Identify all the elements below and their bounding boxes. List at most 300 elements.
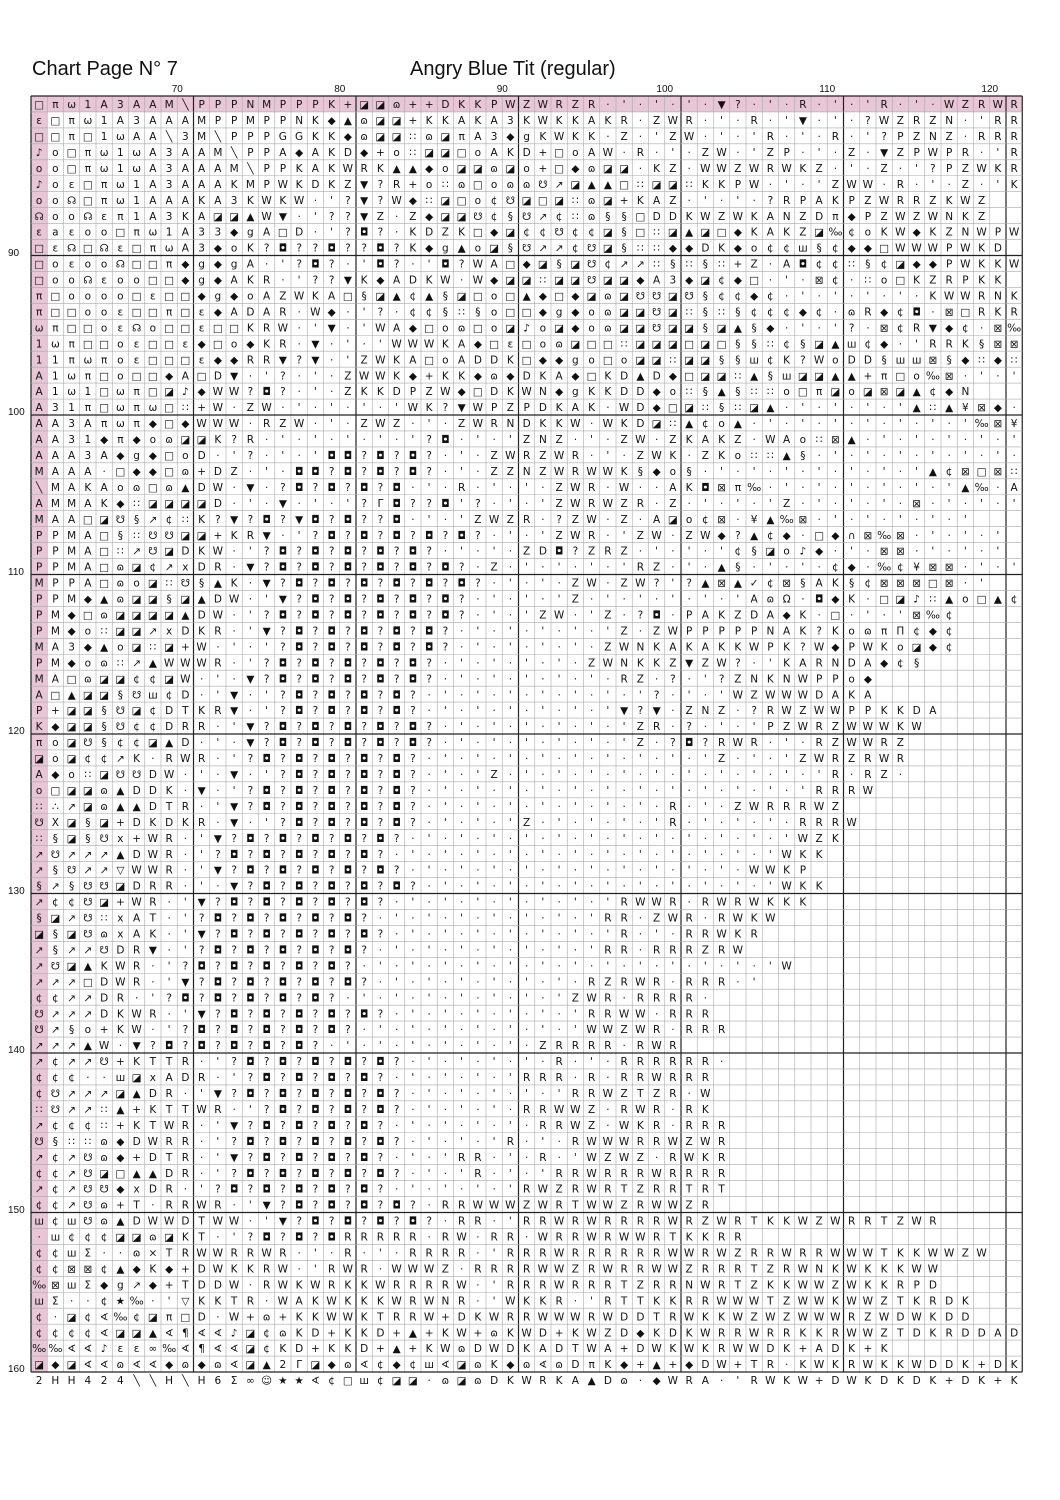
grid-symbol: · — [947, 514, 950, 526]
grid-symbol: W — [684, 131, 695, 143]
grid-symbol: · — [574, 817, 577, 829]
grid-symbol: ◘ — [392, 769, 400, 781]
grid-symbol: ɷ — [133, 1248, 141, 1260]
grid-symbol: M — [67, 498, 76, 510]
grid-symbol: Z — [686, 1136, 693, 1148]
grid-symbol: ◪ — [522, 275, 532, 287]
grid-symbol: § — [622, 243, 627, 255]
grid-symbol: ◆ — [51, 1359, 60, 1371]
grid-symbol: ∷ — [101, 1120, 108, 1132]
grid-symbol: D — [133, 1136, 141, 1148]
grid-symbol: · — [574, 721, 577, 733]
grid-symbol: ' — [509, 881, 512, 893]
grid-symbol: N — [506, 418, 514, 430]
grid-symbol: ? — [410, 753, 416, 765]
grid-symbol: ¢ — [767, 530, 774, 542]
grid-symbol: A — [783, 434, 791, 446]
grid-symbol: R — [604, 992, 611, 1004]
grid-symbol: ◪ — [603, 243, 613, 255]
grid-symbol: □ — [99, 546, 109, 558]
grid-symbol: K — [312, 131, 320, 143]
grid-symbol: W — [716, 1359, 727, 1371]
grid-symbol: W — [586, 1232, 597, 1244]
grid-symbol: W — [733, 1343, 744, 1355]
grid-symbol: ◘ — [262, 1024, 270, 1036]
grid-symbol: ω — [132, 163, 141, 175]
grid-symbol: ' — [704, 785, 707, 797]
grid-symbol: ◆ — [539, 354, 548, 366]
grid-symbol: K — [799, 610, 807, 622]
grid-symbol: ◘ — [360, 753, 368, 765]
grid-symbol: W — [440, 1343, 451, 1355]
grid-symbol: ¢ — [783, 338, 790, 350]
grid-symbol: ? — [378, 1008, 384, 1020]
grid-symbol: D — [604, 1375, 612, 1387]
grid-symbol: · — [639, 482, 642, 494]
grid-symbol: · — [736, 115, 739, 127]
grid-symbol: R — [588, 482, 595, 494]
grid-symbol: 3 — [166, 147, 173, 159]
grid-symbol: ? — [410, 498, 416, 510]
grid-symbol: · — [460, 881, 463, 893]
grid-symbol: ↗ — [555, 243, 564, 255]
grid-symbol: ★ — [116, 1295, 125, 1307]
grid-symbol: ◆ — [149, 1279, 158, 1291]
grid-symbol: ◪ — [83, 721, 93, 733]
grid-symbol: W — [570, 530, 581, 542]
grid-symbol: T — [165, 801, 173, 813]
grid-symbol: ɷ — [263, 1311, 271, 1323]
grid-symbol: R — [653, 1279, 660, 1291]
grid-symbol: W — [554, 1248, 565, 1260]
grid-symbol: ? — [313, 1024, 319, 1036]
grid-symbol: ? — [264, 737, 270, 749]
grid-symbol: K — [799, 897, 807, 909]
grid-symbol: ' — [509, 785, 512, 797]
grid-symbol: ◘ — [165, 1040, 173, 1052]
grid-symbol: ' — [899, 610, 902, 622]
grid-symbol: ¢ — [735, 291, 742, 303]
grid-symbol: · — [492, 705, 495, 717]
grid-symbol: Z — [751, 689, 758, 701]
grid-symbol: ' — [688, 99, 691, 111]
grid-symbol: · — [216, 641, 219, 653]
grid-symbol: · — [102, 1248, 105, 1260]
grid-symbol: ¢ — [540, 227, 547, 239]
grid-symbol: · — [687, 753, 690, 765]
grid-symbol: x — [117, 913, 123, 925]
grid-symbol: A — [588, 147, 596, 159]
grid-symbol: · — [476, 610, 479, 622]
grid-symbol: Z — [556, 482, 563, 494]
grid-symbol: R — [685, 1072, 692, 1084]
grid-symbol: ' — [606, 785, 609, 797]
grid-symbol: ш — [67, 1248, 77, 1260]
grid-symbol: + — [733, 259, 742, 271]
grid-symbol: Z — [344, 179, 351, 191]
grid-symbol: W — [960, 259, 971, 271]
grid-symbol: ◪ — [375, 131, 385, 143]
grid-symbol: K — [848, 594, 856, 606]
grid-symbol: ∷ — [182, 402, 189, 414]
grid-symbol: ' — [753, 769, 756, 781]
grid-symbol: P — [231, 99, 237, 111]
grid-symbol: ◆ — [376, 275, 385, 287]
grid-symbol: ⊠ — [880, 386, 889, 398]
grid-symbol: ◪ — [814, 370, 824, 382]
grid-symbol: ' — [866, 291, 869, 303]
grid-symbol: R — [718, 1136, 725, 1148]
grid-symbol: R — [360, 1232, 367, 1244]
grid-symbol: ' — [379, 960, 382, 972]
grid-symbol: ? — [670, 737, 676, 749]
grid-symbol: · — [687, 195, 690, 207]
grid-symbol: W — [765, 434, 776, 446]
grid-symbol: ' — [428, 514, 431, 526]
grid-symbol: R — [945, 1327, 952, 1339]
grid-symbol: Σ — [85, 1248, 92, 1260]
grid-symbol: K — [783, 865, 791, 877]
grid-symbol: R — [182, 1136, 189, 1148]
grid-symbol: ♪ — [800, 546, 807, 558]
grid-symbol: ? — [313, 1008, 319, 1020]
grid-symbol: W — [1009, 259, 1020, 271]
grid-symbol: W — [944, 99, 955, 111]
grid-symbol: ☋ — [34, 1024, 43, 1036]
grid-symbol: ω — [116, 131, 125, 143]
grid-symbol: ☋ — [587, 259, 596, 271]
grid-symbol: P — [263, 115, 269, 127]
grid-symbol: R — [702, 1072, 709, 1084]
grid-symbol: ' — [411, 1152, 414, 1164]
grid-symbol: ' — [363, 306, 366, 318]
grid-symbol: ◪ — [473, 163, 483, 175]
grid-symbol: ? — [296, 562, 302, 574]
grid-symbol: □ — [457, 147, 467, 159]
grid-symbol: R — [669, 817, 676, 829]
grid-symbol: Z — [621, 498, 628, 510]
grid-symbol: ◘ — [344, 657, 352, 669]
grid-symbol: R — [247, 1295, 254, 1307]
grid-symbol: Z — [442, 1263, 449, 1275]
grid-symbol: ' — [509, 625, 512, 637]
grid-symbol: ' — [330, 418, 333, 430]
grid-symbol: P — [280, 115, 286, 127]
grid-symbol: W — [716, 1216, 727, 1228]
grid-symbol: ◪ — [814, 227, 824, 239]
grid-symbol: ɷ — [117, 578, 125, 590]
grid-symbol: Z — [669, 434, 676, 446]
grid-symbol: W — [554, 1279, 565, 1291]
grid-symbol: 1 — [101, 115, 108, 127]
grid-symbol: A — [994, 1327, 1002, 1339]
grid-symbol: W — [603, 1136, 614, 1148]
grid-symbol: ⊠ — [798, 514, 807, 526]
grid-symbol: o — [881, 275, 887, 287]
grid-symbol: A — [52, 514, 60, 526]
grid-symbol: W — [749, 1327, 760, 1339]
grid-symbol: · — [395, 1248, 398, 1260]
grid-symbol: ' — [574, 705, 577, 717]
grid-symbol: ◘ — [262, 1008, 270, 1020]
grid-symbol: ▲ — [961, 482, 970, 494]
grid-symbol: R — [555, 1120, 562, 1132]
grid-symbol: R — [539, 1279, 546, 1291]
grid-symbol: ' — [476, 689, 479, 701]
grid-symbol: · — [850, 610, 853, 622]
grid-symbol: o — [865, 227, 871, 239]
grid-symbol: · — [525, 625, 528, 637]
grid-symbol: R — [344, 1248, 351, 1260]
grid-symbol: ◘ — [311, 259, 319, 271]
grid-symbol: ◘ — [279, 610, 287, 622]
grid-symbol: ◘ — [311, 721, 319, 733]
grid-symbol: W — [651, 450, 662, 462]
grid-symbol: K — [556, 1375, 564, 1387]
grid-symbol: T — [880, 1248, 888, 1260]
grid-symbol: · — [557, 625, 560, 637]
grid-symbol: ? — [345, 1072, 351, 1084]
column-label: 90 — [487, 84, 517, 95]
grid-symbol: ◆ — [344, 131, 353, 143]
grid-symbol: Z — [962, 163, 969, 175]
grid-symbol: W — [603, 1263, 614, 1275]
grid-symbol: ⊠ — [863, 530, 872, 542]
grid-symbol: K — [897, 705, 905, 717]
grid-symbol: ' — [265, 641, 268, 653]
grid-symbol: ◘ — [360, 929, 368, 941]
grid-symbol: W — [310, 1279, 321, 1291]
grid-symbol: ¢ — [36, 1072, 43, 1084]
grid-symbol: ? — [426, 721, 432, 733]
grid-symbol: □ — [197, 370, 207, 382]
grid-symbol: ? — [800, 354, 806, 366]
grid-symbol: · — [265, 450, 268, 462]
grid-symbol: ɷ — [182, 466, 190, 478]
grid-symbol: ' — [525, 737, 528, 749]
grid-symbol: ◪ — [603, 195, 613, 207]
grid-symbol: Z — [734, 163, 741, 175]
grid-symbol: · — [655, 434, 658, 446]
grid-symbol: ' — [671, 147, 674, 159]
grid-symbol: ' — [314, 498, 317, 510]
grid-symbol: R — [198, 753, 205, 765]
grid-symbol: R — [880, 99, 887, 111]
grid-symbol: R — [702, 1263, 709, 1275]
grid-symbol: · — [964, 498, 967, 510]
grid-symbol: ⊠ — [993, 418, 1002, 430]
grid-symbol: ɷ — [117, 562, 125, 574]
grid-symbol: ∢ — [148, 1359, 157, 1371]
grid-symbol: + — [327, 1327, 336, 1339]
grid-symbol: W — [196, 641, 207, 653]
grid-symbol: · — [541, 992, 544, 1004]
grid-symbol: ? — [231, 992, 237, 1004]
grid-symbol: Z — [783, 1311, 790, 1323]
grid-symbol: ◘ — [815, 594, 823, 606]
grid-symbol: ? — [296, 1216, 302, 1228]
grid-symbol: · — [395, 306, 398, 318]
grid-symbol: · — [557, 641, 560, 653]
grid-symbol: π — [68, 338, 75, 350]
grid-symbol: K — [783, 897, 791, 909]
grid-symbol: ◆ — [571, 291, 580, 303]
grid-symbol: W — [489, 1311, 500, 1323]
grid-symbol: R — [539, 1104, 546, 1116]
grid-symbol: · — [444, 944, 447, 956]
grid-symbol: ' — [476, 769, 479, 781]
grid-symbol: A — [68, 466, 76, 478]
grid-symbol: R — [507, 1279, 514, 1291]
grid-symbol: T — [132, 1200, 140, 1212]
grid-symbol: P — [718, 625, 724, 637]
grid-symbol: · — [509, 562, 512, 574]
grid-symbol: π — [101, 179, 108, 191]
grid-symbol: ' — [460, 498, 463, 510]
grid-symbol: K — [783, 641, 791, 653]
grid-symbol: ω — [116, 418, 125, 430]
grid-symbol: ' — [249, 610, 252, 622]
grid-symbol: K — [799, 881, 807, 893]
grid-symbol: R — [913, 115, 920, 127]
grid-symbol: ' — [395, 402, 398, 414]
grid-symbol: · — [817, 514, 820, 526]
grid-symbol: o — [231, 243, 237, 255]
grid-symbol: · — [281, 402, 284, 414]
grid-symbol: W — [473, 402, 484, 414]
grid-symbol: · — [866, 482, 869, 494]
grid-symbol: ' — [460, 1136, 463, 1148]
grid-symbol: ☋ — [34, 817, 43, 829]
grid-symbol: ' — [704, 960, 707, 972]
grid-symbol: A — [263, 227, 271, 239]
grid-symbol: W — [473, 418, 484, 430]
grid-symbol: R — [360, 1263, 367, 1275]
grid-symbol: ◘ — [197, 960, 205, 972]
grid-symbol: R — [490, 418, 497, 430]
grid-symbol: ' — [590, 769, 593, 781]
grid-symbol: ◪ — [505, 322, 515, 334]
grid-symbol: 1 — [52, 386, 59, 398]
grid-symbol: o — [783, 546, 789, 558]
grid-symbol: N — [750, 673, 758, 685]
grid-symbol: ↗ — [538, 211, 547, 223]
grid-symbol: · — [557, 578, 560, 590]
grid-symbol: ? — [378, 179, 384, 191]
grid-symbol: · — [639, 546, 642, 558]
grid-symbol: R — [182, 1200, 189, 1212]
grid-symbol: A — [556, 370, 564, 382]
grid-symbol: R — [620, 673, 627, 685]
grid-symbol: 1 — [117, 147, 124, 159]
grid-symbol: ' — [476, 434, 479, 446]
grid-symbol: ' — [866, 131, 869, 143]
grid-symbol: ' — [818, 147, 821, 159]
grid-symbol: ◪ — [375, 291, 385, 303]
grid-symbol: ↗ — [83, 1056, 92, 1068]
grid-symbol: ' — [444, 929, 447, 941]
grid-symbol: ' — [785, 115, 788, 127]
grid-symbol: ' — [720, 689, 723, 701]
grid-symbol: A — [198, 211, 206, 223]
grid-symbol: K — [214, 1295, 222, 1307]
grid-symbol: ☋ — [554, 227, 563, 239]
grid-symbol: · — [525, 1120, 528, 1132]
grid-symbol: K — [328, 1343, 336, 1355]
grid-symbol: W — [911, 721, 922, 733]
grid-symbol: P — [280, 163, 286, 175]
grid-symbol: ↗ — [67, 1008, 76, 1020]
grid-symbol: R — [653, 1136, 660, 1148]
grid-symbol: ◘ — [295, 578, 303, 590]
grid-symbol: N — [766, 625, 774, 637]
grid-symbol: Z — [507, 402, 514, 414]
grid-symbol: Z — [783, 1295, 790, 1307]
grid-symbol: ◪ — [115, 625, 125, 637]
grid-symbol: ☋ — [34, 1136, 43, 1148]
grid-symbol: ▲ — [766, 402, 775, 414]
grid-symbol: N — [945, 115, 953, 127]
grid-symbol: ◪ — [99, 769, 109, 781]
grid-symbol: P — [52, 578, 58, 590]
grid-symbol: ' — [428, 1056, 431, 1068]
grid-symbol: D — [149, 1152, 157, 1164]
grid-symbol: W — [879, 1311, 890, 1323]
grid-symbol: W — [749, 1343, 760, 1355]
grid-symbol: ◘ — [246, 976, 254, 988]
grid-symbol: ↗ — [132, 657, 141, 669]
grid-symbol: K — [669, 450, 677, 462]
grid-symbol: R — [864, 306, 871, 318]
grid-symbol: W — [814, 801, 825, 813]
grid-symbol: ? — [361, 913, 367, 925]
grid-symbol: Z — [474, 514, 481, 526]
grid-symbol: ' — [476, 625, 479, 637]
grid-symbol: ◘ — [327, 530, 335, 542]
grid-symbol: · — [249, 769, 252, 781]
grid-symbol: · — [444, 865, 447, 877]
grid-symbol: ↗ — [51, 881, 60, 893]
grid-symbol: □ — [977, 594, 987, 606]
grid-symbol: ◪ — [34, 929, 44, 941]
grid-symbol: R — [750, 737, 757, 749]
grid-symbol: ' — [980, 498, 983, 510]
grid-symbol: ' — [314, 1248, 317, 1260]
grid-symbol: ◘ — [279, 1088, 287, 1100]
grid-symbol: · — [801, 147, 804, 159]
grid-symbol: · — [574, 1072, 577, 1084]
grid-symbol: R — [588, 1263, 595, 1275]
grid-symbol: ¢ — [832, 562, 839, 574]
grid-symbol: ▼ — [360, 211, 369, 223]
grid-symbol: ɷ — [360, 131, 368, 143]
grid-symbol: · — [655, 1008, 658, 1020]
grid-symbol: ' — [850, 163, 853, 175]
grid-symbol: ◪ — [895, 594, 905, 606]
grid-symbol: ◪ — [424, 147, 434, 159]
grid-symbol: ¢ — [133, 721, 140, 733]
grid-symbol: R — [604, 913, 611, 925]
grid-symbol: ¢ — [767, 243, 774, 255]
grid-symbol: W — [570, 1104, 581, 1116]
grid-symbol: ⊠ — [945, 562, 954, 574]
grid-symbol: ' — [931, 514, 934, 526]
grid-symbol: + — [165, 1279, 174, 1291]
grid-symbol: □ — [34, 243, 44, 255]
grid-symbol: ' — [655, 929, 658, 941]
grid-symbol: R — [620, 929, 627, 941]
grid-symbol: · — [850, 402, 853, 414]
